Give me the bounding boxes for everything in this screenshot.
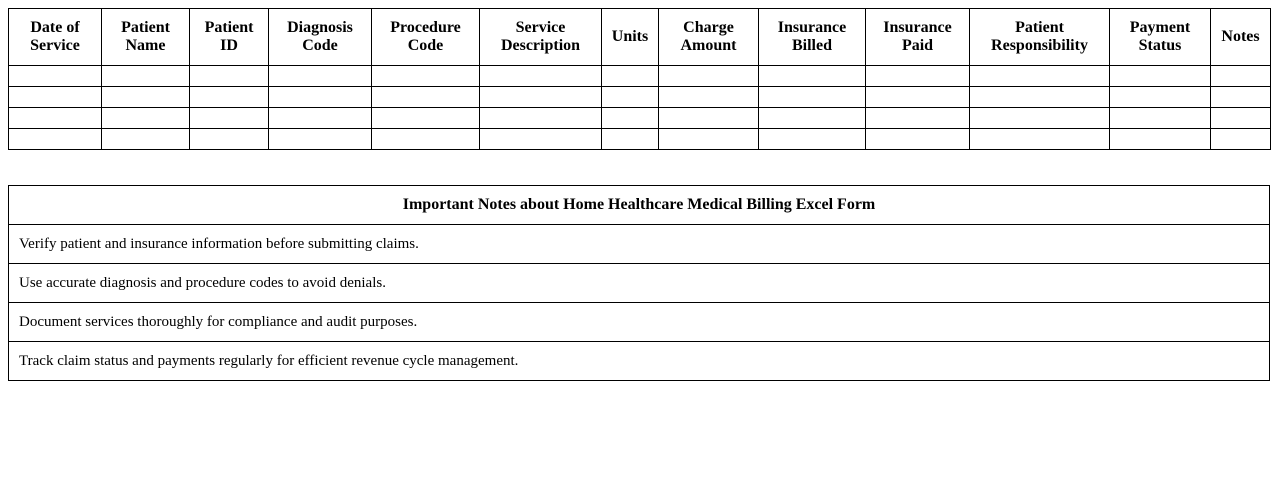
notes-title-row [9,186,1270,225]
header-line: Diagnosis [287,19,353,36]
table-cell[interactable] [602,129,659,150]
header-procedure-code [372,9,480,66]
notes-row [9,225,1270,264]
header-line: Responsibility [991,37,1088,54]
header-patient-name [102,9,190,66]
table-cell[interactable] [866,129,970,150]
notes-row [9,342,1270,381]
table-cell[interactable] [1211,87,1271,108]
header-line: Notes [1221,28,1260,45]
table-cell[interactable] [759,129,866,150]
table-cell[interactable] [1211,66,1271,87]
table-cell[interactable] [866,108,970,129]
table-cell[interactable] [970,108,1110,129]
header-line: Insurance [883,19,952,36]
header-line: Paid [901,37,934,54]
table-cell[interactable] [659,66,759,87]
table-cell[interactable] [480,66,602,87]
table-cell[interactable] [866,66,970,87]
header-charge-amount [659,9,759,66]
table-cell[interactable] [480,129,602,150]
header-line: Patient [204,19,254,36]
header-units [602,9,659,66]
table-row [9,129,1271,150]
table-cell[interactable] [9,66,102,87]
header-line: Code [302,37,338,54]
table-cell[interactable] [190,87,269,108]
note-item: Track claim status and payments regularly for efficient revenue cycle management. [9,342,1270,381]
table-cell[interactable] [9,108,102,129]
table-cell[interactable] [659,108,759,129]
note-item: Verify patient and insurance information before submitting claims. [9,225,1270,264]
header-insurance-billed [759,9,866,66]
notes-table [8,185,1270,381]
table-cell[interactable] [269,66,372,87]
header-line: Status [1138,37,1182,54]
header-payment-status [1110,9,1211,66]
billing-table-body [9,66,1271,150]
table-cell[interactable] [759,108,866,129]
table-cell[interactable] [9,129,102,150]
notes-title: Important Notes about Home Healthcare Medical Billing Excel Form [9,186,1270,225]
table-cell[interactable] [480,87,602,108]
header-line: Insurance [777,19,847,36]
table-cell[interactable] [102,129,190,150]
table-cell[interactable] [102,66,190,87]
note-item: Document services thoroughly for compliance and audit purposes. [9,303,1270,342]
header-patient-responsibility [970,9,1110,66]
table-cell[interactable] [602,87,659,108]
header-date-of-service [9,9,102,66]
header-line: Patient [1015,19,1064,36]
table-cell[interactable] [269,87,372,108]
table-row [9,87,1271,108]
table-cell[interactable] [1110,129,1211,150]
table-cell[interactable] [759,66,866,87]
table-cell[interactable] [372,87,480,108]
header-line: Charge [683,19,734,36]
table-cell[interactable] [1110,87,1211,108]
table-cell[interactable] [269,129,372,150]
table-cell[interactable] [970,87,1110,108]
header-line: Billed [791,37,832,54]
header-line: Description [500,37,581,54]
note-item: Use accurate diagnosis and procedure codes to avoid denials. [9,264,1270,303]
header-line: Name [125,37,166,54]
table-cell[interactable] [372,129,480,150]
table-cell[interactable] [1211,129,1271,150]
table-cell[interactable] [970,66,1110,87]
table-cell[interactable] [480,108,602,129]
header-line: Date of [30,19,80,36]
table-cell[interactable] [372,66,480,87]
table-cell[interactable] [269,108,372,129]
table-cell[interactable] [866,87,970,108]
table-cell[interactable] [1110,108,1211,129]
header-line: Payment [1129,19,1191,36]
table-cell[interactable] [190,66,269,87]
header-line: Code [407,37,444,54]
table-cell[interactable] [1211,108,1271,129]
table-row [9,108,1271,129]
header-diagnosis-code [269,9,372,66]
table-cell[interactable] [9,87,102,108]
table-cell[interactable] [372,108,480,129]
header-line: Patient [121,19,170,36]
table-cell[interactable] [190,129,269,150]
table-row [9,66,1271,87]
table-cell[interactable] [102,87,190,108]
billing-table [8,8,1271,150]
header-line: Service [515,19,566,36]
table-cell[interactable] [759,87,866,108]
header-line: Amount [680,37,737,54]
header-line: Units [611,28,649,45]
header-patient-id [190,9,269,66]
header-notes [1211,9,1271,66]
table-cell[interactable] [659,129,759,150]
table-cell[interactable] [102,108,190,129]
header-line: Service [30,37,80,54]
table-cell[interactable] [602,108,659,129]
header-row [9,9,1271,66]
header-insurance-paid [866,9,970,66]
notes-row [9,264,1270,303]
notes-row [9,303,1270,342]
table-cell[interactable] [190,108,269,129]
table-cell[interactable] [602,66,659,87]
header-line: ID [220,37,238,54]
header-service-description [480,9,602,66]
table-cell[interactable] [970,129,1110,150]
table-cell[interactable] [659,87,759,108]
header-line: Procedure [390,19,461,36]
table-cell[interactable] [1110,66,1211,87]
